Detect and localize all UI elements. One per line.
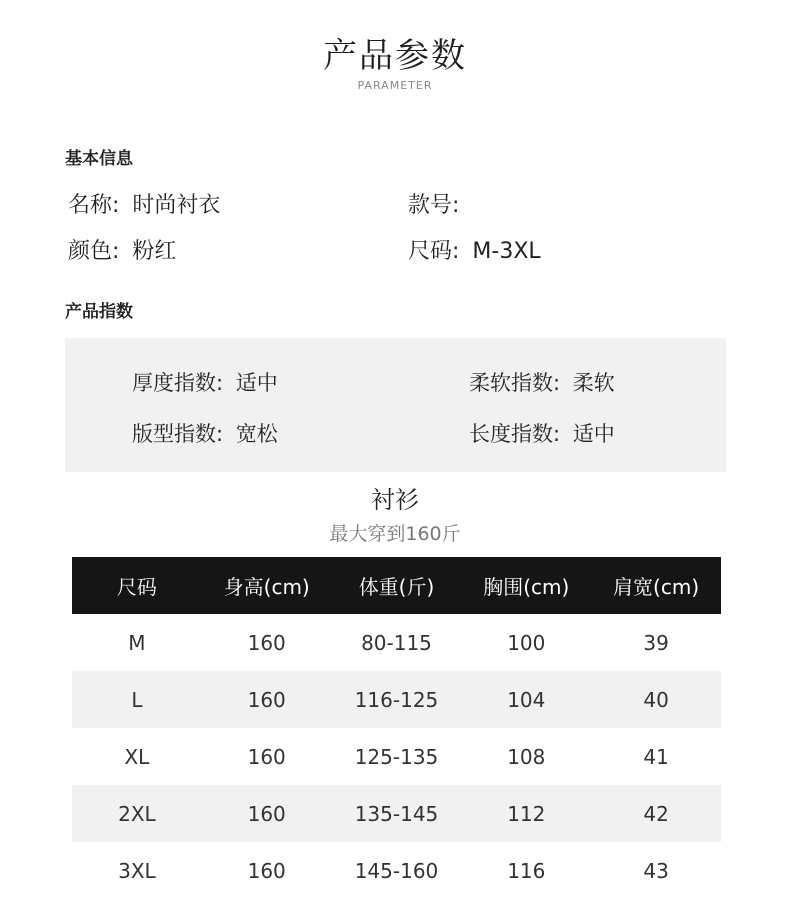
softness-value: 柔软	[572, 371, 615, 395]
page-subtitle: PARAMETER	[357, 79, 433, 92]
table-row	[72, 614, 721, 671]
size-chart-header-row	[72, 557, 721, 614]
table-cell: 100	[507, 630, 546, 655]
table-cell: 104	[461, 671, 591, 728]
size-chart-table	[72, 557, 721, 899]
table-cell: 160	[247, 630, 286, 655]
page-title: 产品参数	[323, 36, 467, 76]
name-field	[68, 188, 220, 219]
color-field	[68, 234, 176, 265]
column-header-weight: 体重(斤)	[332, 557, 462, 614]
table-cell: 160	[247, 744, 286, 769]
thickness-value: 适中	[235, 371, 278, 395]
table-cell: 116	[507, 858, 546, 883]
basic-info-heading: 基本信息	[65, 149, 133, 169]
table-row	[72, 671, 721, 728]
table-cell: 108	[507, 744, 546, 769]
table-cell: 39	[643, 630, 669, 655]
style-number-label: 款号:	[408, 193, 460, 218]
table-cell: 125-135	[354, 744, 439, 769]
table-row	[72, 842, 721, 899]
color-value: 粉红	[132, 239, 177, 264]
column-header-chest: 胸围(cm)	[461, 557, 591, 614]
length-index	[469, 418, 615, 448]
table-cell: 2XL	[72, 785, 202, 842]
column-header-height: 身高(cm)	[202, 557, 332, 614]
table-cell: 41	[643, 744, 669, 769]
thickness-label: 厚度指数:	[132, 371, 224, 395]
table-cell: 43	[643, 858, 669, 883]
size-range-field	[408, 234, 541, 265]
table-cell: 160	[202, 785, 332, 842]
column-header-size: 尺码	[72, 557, 202, 614]
thickness-index	[132, 367, 278, 397]
table-cell: 42	[591, 785, 721, 842]
table-cell: 3XL	[118, 858, 156, 883]
table-cell: 135-145	[332, 785, 462, 842]
table-cell: 40	[591, 671, 721, 728]
size-range-label: 尺码:	[408, 239, 460, 264]
table-cell: L	[72, 671, 202, 728]
product-index-panel	[65, 338, 726, 472]
name-label: 名称:	[68, 193, 120, 218]
table-row	[72, 728, 721, 785]
table-row	[72, 785, 721, 842]
table-cell: 112	[461, 785, 591, 842]
table-cell: 160	[202, 671, 332, 728]
size-range-value: M-3XL	[472, 239, 541, 264]
fit-index	[132, 418, 278, 448]
table-cell: 80-115	[361, 630, 432, 655]
table-cell: 116-125	[332, 671, 462, 728]
softness-label: 柔软指数:	[469, 371, 561, 395]
fit-value: 宽松	[235, 422, 278, 446]
length-label: 长度指数:	[469, 422, 561, 446]
size-chart-title: 衬衫	[371, 486, 419, 514]
table-cell: M	[128, 630, 146, 655]
size-chart-subtitle: 最大穿到160斤	[329, 523, 461, 545]
column-header-shoulder: 肩宽(cm)	[591, 557, 721, 614]
table-cell: 160	[247, 858, 286, 883]
table-cell: XL	[124, 744, 150, 769]
length-value: 适中	[572, 422, 615, 446]
color-label: 颜色:	[68, 239, 120, 264]
style-number-field	[408, 188, 465, 219]
product-index-heading: 产品指数	[65, 302, 133, 322]
fit-label: 版型指数:	[132, 422, 224, 446]
softness-index	[469, 367, 615, 397]
table-cell: 145-160	[354, 858, 439, 883]
name-value: 时尚衬衣	[132, 193, 221, 218]
